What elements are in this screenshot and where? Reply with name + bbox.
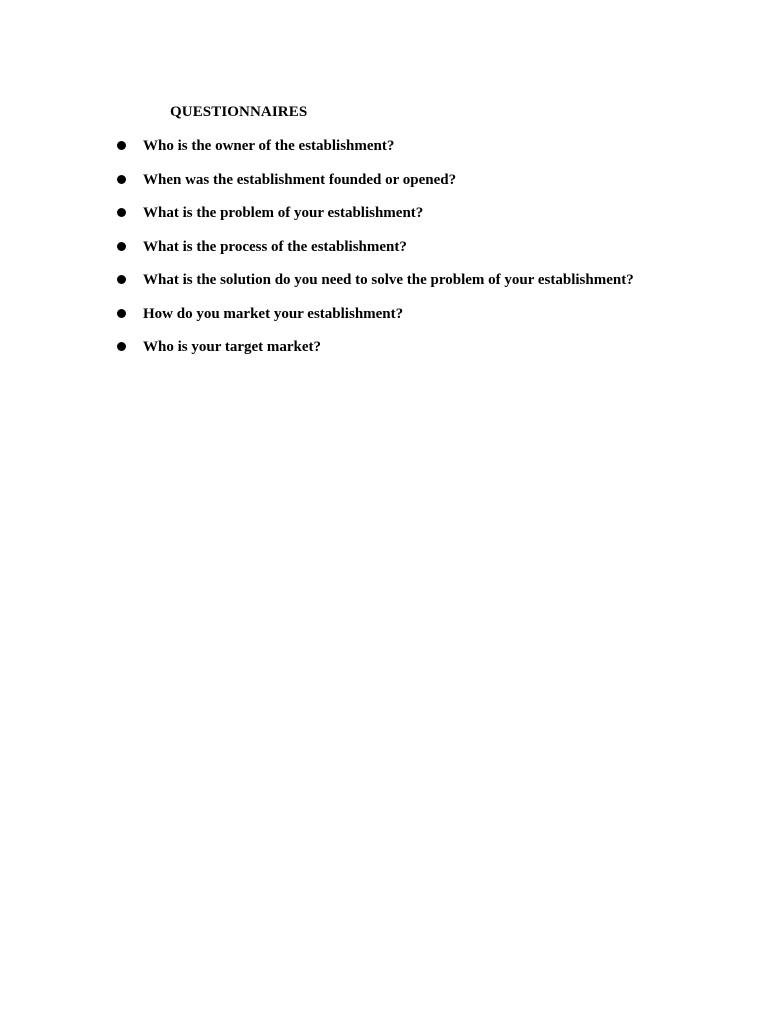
bullet-icon	[117, 275, 126, 284]
bullet-icon	[117, 141, 126, 150]
question-text: Who is the owner of the establishment?	[143, 138, 395, 154]
bullet-icon	[117, 342, 126, 351]
bullet-icon	[117, 175, 126, 184]
question-list	[0, 137, 768, 372]
question-text: What is the problem of your establishment?	[143, 205, 424, 221]
question-text: What is the solution do you need to solve the problem of your establishment?	[143, 272, 634, 288]
question-text: When was the establishment founded or opened?	[143, 171, 457, 188]
list-item	[0, 204, 768, 238]
bullet-icon	[117, 208, 126, 217]
question-text: What is the process of the establishment?	[143, 238, 407, 255]
list-item	[0, 171, 768, 205]
bullet-icon	[117, 242, 126, 251]
question-text: How do you market your establishment?	[143, 305, 404, 322]
list-item	[0, 305, 768, 339]
page-title: QUESTIONNAIRES	[170, 104, 308, 120]
list-item	[0, 338, 768, 372]
list-item	[0, 271, 768, 305]
list-item	[0, 137, 768, 171]
list-item	[0, 238, 768, 272]
bullet-icon	[117, 309, 126, 318]
question-text: Who is your target market?	[143, 339, 322, 355]
